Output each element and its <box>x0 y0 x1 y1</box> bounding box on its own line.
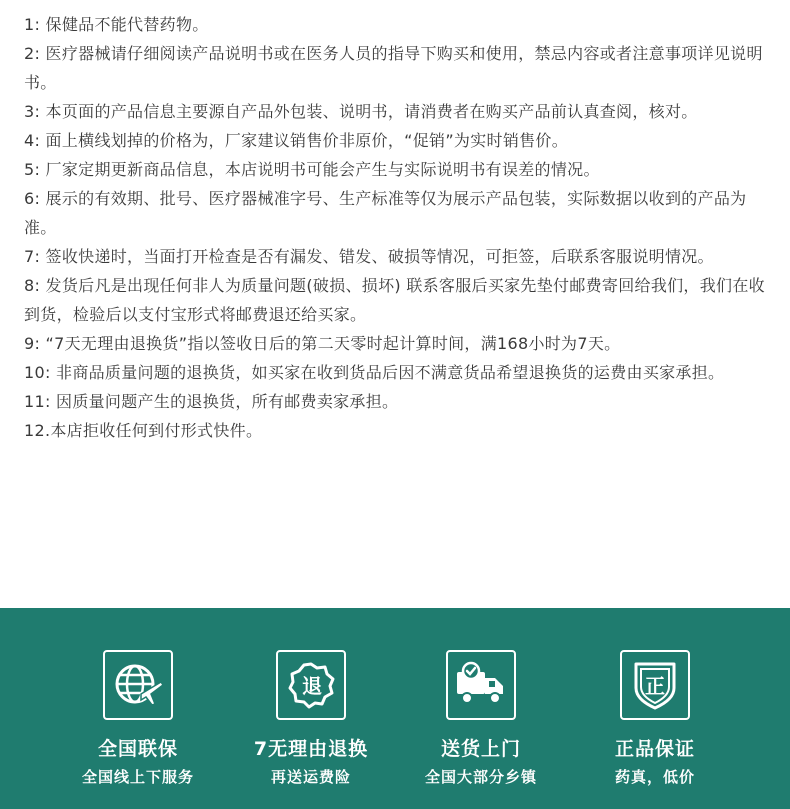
feature-subtitle: 全国大部分乡镇 <box>424 768 537 786</box>
feature-title: 正品保证 <box>614 738 695 760</box>
notice-item: 10: 非商品质量问题的退换货，如买家在收到货品后因不满意货品希望退换货的运费由买家承担。 <box>24 363 725 382</box>
service-guarantee-band <box>0 608 790 809</box>
feature-genuine <box>570 650 740 787</box>
notice-item: 8: 发货后凡是出现任何非人为质量问题(破损、损坏) 联系客服后买家先垫付邮费寄回给我们，我们在收到货，检验后以支付宝形式将邮费退还给买家。 <box>24 276 765 324</box>
feature-subtitle: 再送运费险 <box>270 768 351 786</box>
feature-warranty <box>53 650 223 787</box>
notice-item: 2: 医疗器械请仔细阅读产品说明书或在医务人员的指导下购买和使用，禁忌内容或者注意事项详见说明书。 <box>24 44 763 92</box>
feature-title: 送货上门 <box>440 738 521 760</box>
return-badge-icon <box>276 650 346 720</box>
genuine-shield-icon <box>620 650 690 720</box>
notice-list <box>24 10 772 445</box>
feature-title: 7无理由退换 <box>253 738 369 760</box>
feature-title: 全国联保 <box>97 738 178 760</box>
notice-item: 6: 展示的有效期、批号、医疗器械准字号、生产标准等仅为展示产品包装，实际数据以收到的产品为准。 <box>24 189 747 237</box>
notice-item: 1: 保健品不能代替药物。 <box>24 15 209 34</box>
notice-item: 11: 因质量问题产生的退换货，所有邮费卖家承担。 <box>24 392 399 411</box>
delivery-truck-icon <box>446 650 516 720</box>
genuine-badge-char: 正 <box>645 674 665 698</box>
return-badge-char: 退 <box>302 674 322 698</box>
notice-item: 5: 厂家定期更新商品信息，本店说明书可能会产生与实际说明书有误差的情况。 <box>24 160 600 179</box>
feature-returns <box>226 650 396 787</box>
notice-item: 12.本店拒收任何到付形式快件。 <box>24 421 263 440</box>
notice-item: 9: “7天无理由退换货”指以签收日后的第二天零时起计算时间，满168小时为7天。 <box>24 334 621 353</box>
notice-item: 7: 签收快递时，当面打开检查是否有漏发、错发、破损等情况，可拒签，后联系客服说明情况。 <box>24 247 714 266</box>
feature-delivery <box>396 650 566 787</box>
notice-item: 3: 本页面的产品信息主要源自产品外包装、说明书，请消费者在购买产品前认真查阅，核对。 <box>24 102 698 121</box>
feature-row <box>0 608 790 809</box>
notice-item: 4: 面上横线划掉的价格为，厂家建议销售价非原价，“促销”为实时销售价。 <box>24 131 569 150</box>
globe-plane-icon <box>103 650 173 720</box>
feature-subtitle: 全国线上下服务 <box>81 768 194 786</box>
feature-subtitle: 药真，低价 <box>614 768 695 786</box>
